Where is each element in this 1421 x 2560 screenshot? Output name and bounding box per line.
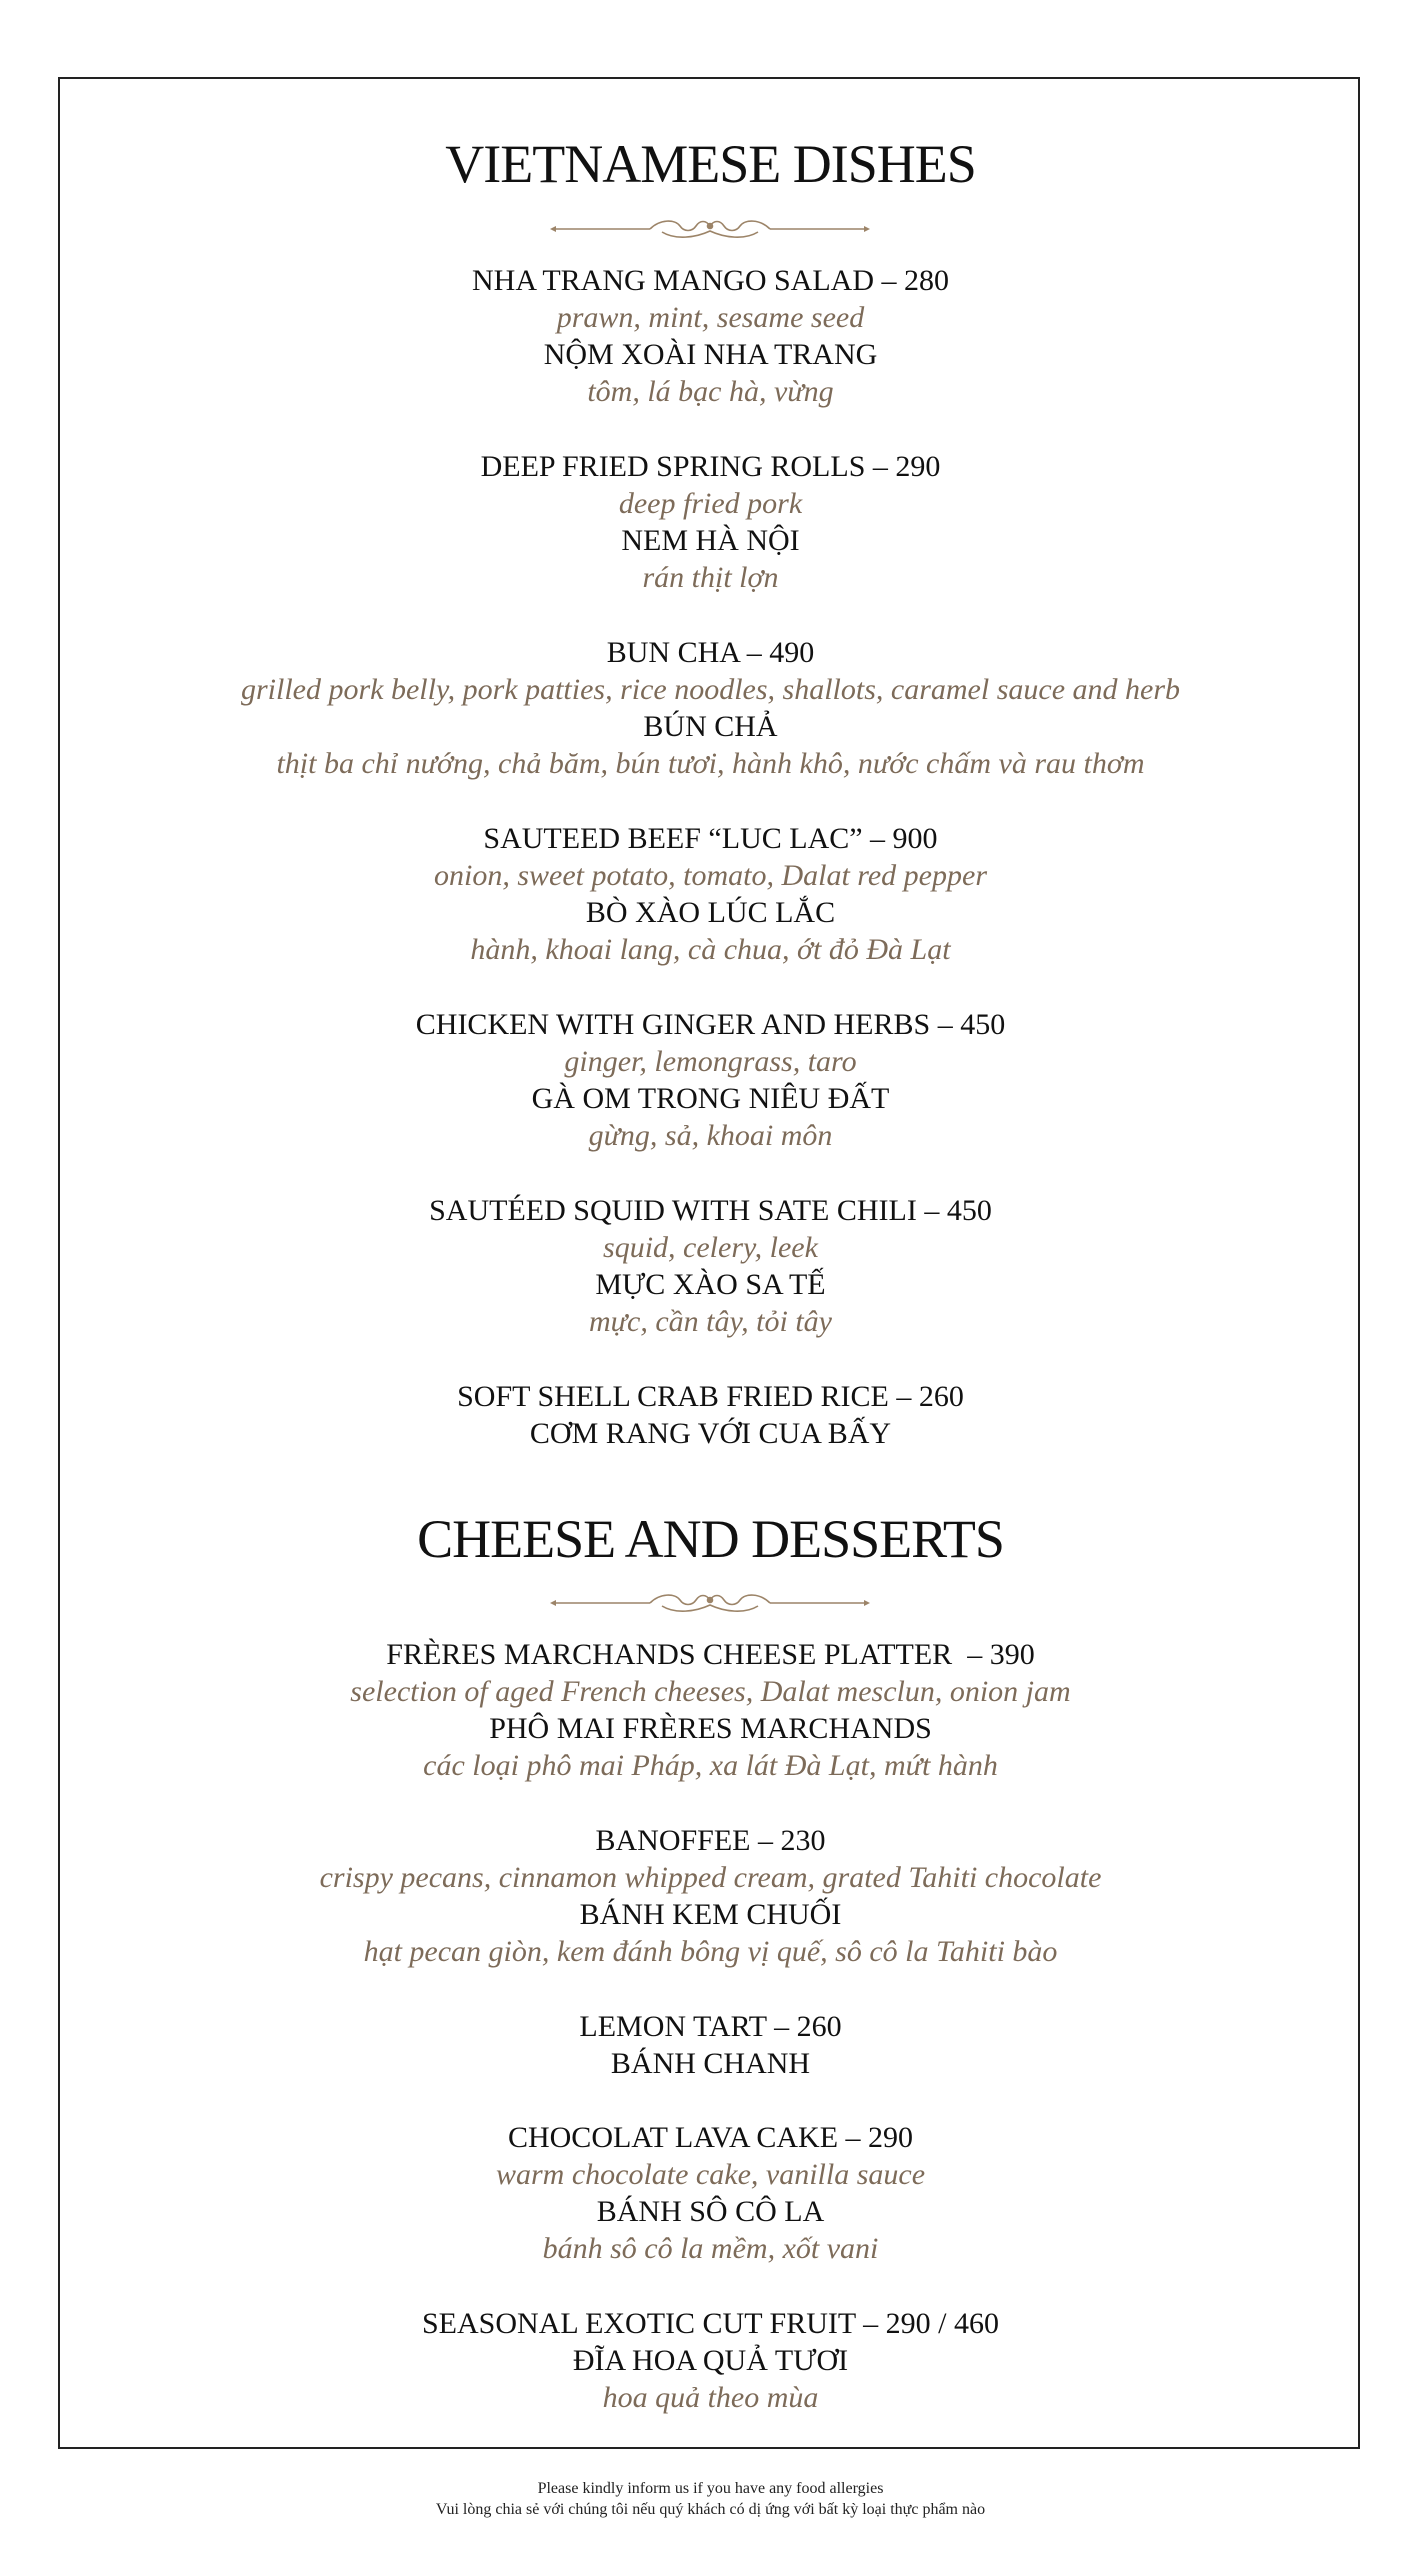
dish-name-vietnamese: ĐĨA HOA QUẢ TƯƠI [572,2344,849,2377]
dish-name: DEEP FRIED SPRING ROLLS – 290 [480,450,941,483]
dish-name-vietnamese: BÁNH KEM CHUỐI [579,1898,842,1931]
allergy-notice-vietnamese: Vui lòng chia sẻ với chúng tôi nếu quý khách có dị ứng với bất kỳ loại thực phẩm nào [435,2501,986,2518]
dish-description: prawn, mint, sesame seed [556,301,865,334]
dish-name-vietnamese: PHÔ MAI FRÈRES MARCHANDS [489,1712,932,1745]
dish-description: warm chocolate cake, vanilla sauce [495,2158,926,2191]
allergy-notice [0,2478,1421,2520]
dish-name-vietnamese: BÒ XÀO LÚC LẮC [585,896,836,929]
dish-description-vietnamese: các loại phô mai Pháp, xa lát Đà Lạt, mứt hành [423,1749,998,1782]
dish-cheese-platter [0,1636,1421,1784]
dish-banoffee [0,1822,1421,1970]
dish-name: SAUTEED BEEF “LUC LAC” – 900 [483,822,938,855]
dish-description-vietnamese: hoa quả theo mùa [602,2381,819,2414]
dish-description-vietnamese: tôm, lá bạc hà, vừng [587,375,834,408]
dish-name-vietnamese: NEM HÀ NỘI [621,524,800,557]
dish-name-vietnamese: GÀ OM TRONG NIÊU ĐẤT [531,1082,890,1115]
dish-description: deep fried pork [618,487,803,520]
dish-name: SOFT SHELL CRAB FRIED RICE – 260 [457,1380,964,1413]
dish-description-vietnamese: mực, cần tây, tỏi tây [589,1305,832,1338]
dish-chicken-ginger-herbs [0,1006,1421,1154]
dish-name-vietnamese: BÁNH SÔ CÔ LA [596,2195,825,2228]
dish-nha-trang-mango-salad [0,262,1421,410]
dish-name-vietnamese: MỰC XÀO SA TẾ [595,1268,826,1301]
dish-name: BANOFFEE – 230 [595,1824,826,1857]
dish-description: grilled pork belly, pork patties, rice noodles, shallots, caramel sauce and herb [240,673,1181,706]
dish-name-vietnamese: BÚN CHẢ [643,710,778,743]
dish-sauteed-beef-luc-lac [0,820,1421,968]
dish-description: crispy pecans, cinnamon whipped cream, grated Tahiti chocolate [319,1861,1102,1894]
dish-chocolat-lava-cake [0,2119,1421,2267]
dish-description-vietnamese: rán thịt lợn [642,561,779,594]
dish-description-vietnamese: hành, khoai lang, cà chua, ớt đỏ Đà Lạt [470,933,951,966]
dish-name: NHA TRANG MANGO SALAD – 280 [472,264,949,297]
dish-deep-fried-spring-rolls [0,448,1421,596]
allergy-notice-english: Please kindly inform us if you have any food allergies [537,2480,884,2497]
dish-description: selection of aged French cheeses, Dalat mesclun, onion jam [350,1675,1071,1708]
ornament-divider-icon [550,1588,870,1618]
dish-description-vietnamese: gừng, sả, khoai môn [588,1119,833,1152]
dish-name-vietnamese: NỘM XOÀI NHA TRANG [543,338,878,371]
dish-soft-shell-crab-fried-rice [0,1378,1421,1452]
dish-name: SAUTÉED SQUID WITH SATE CHILI – 450 [429,1194,992,1227]
dish-description-vietnamese: hạt pecan giòn, kem đánh bông vị quế, sô cô la Tahiti bào [363,1935,1058,1968]
dish-description-vietnamese: thịt ba chỉ nướng, chả băm, bún tươi, hành khô, nước chấm và rau thơm [276,747,1145,780]
dish-bun-cha [0,634,1421,782]
dish-seasonal-exotic-fruit [0,2305,1421,2416]
dish-name: BUN CHA – 490 [606,636,815,669]
dish-sauteed-squid [0,1192,1421,1340]
dish-name: SEASONAL EXOTIC CUT FRUIT – 290 / 460 [422,2307,999,2340]
section-title-cheese-and-desserts: CHEESE AND DESSERTS [417,1509,1004,1569]
ornament-divider-icon [550,214,870,244]
dish-description-vietnamese: bánh sô cô la mềm, xốt vani [542,2232,879,2265]
dish-name: LEMON TART – 260 [579,2010,842,2043]
dish-name-vietnamese: CƠM RANG VỚI CUA BẤY [529,1417,892,1450]
dish-name: CHOCOLAT LAVA CAKE – 290 [507,2121,914,2154]
dish-description: ginger, lemongrass, taro [564,1045,857,1078]
dish-name: CHICKEN WITH GINGER AND HERBS – 450 [415,1008,1006,1041]
dish-description: onion, sweet potato, tomato, Dalat red pepper [433,859,987,892]
section-title-vietnamese-dishes: VIETNAMESE DISHES [445,134,976,194]
dish-description: squid, celery, leek [603,1231,818,1264]
dish-name: FRÈRES MARCHANDS CHEESE PLATTER – 390 [386,1638,1035,1671]
dish-lemon-tart [0,2008,1421,2082]
dish-name-vietnamese: BÁNH CHANH [610,2047,811,2080]
